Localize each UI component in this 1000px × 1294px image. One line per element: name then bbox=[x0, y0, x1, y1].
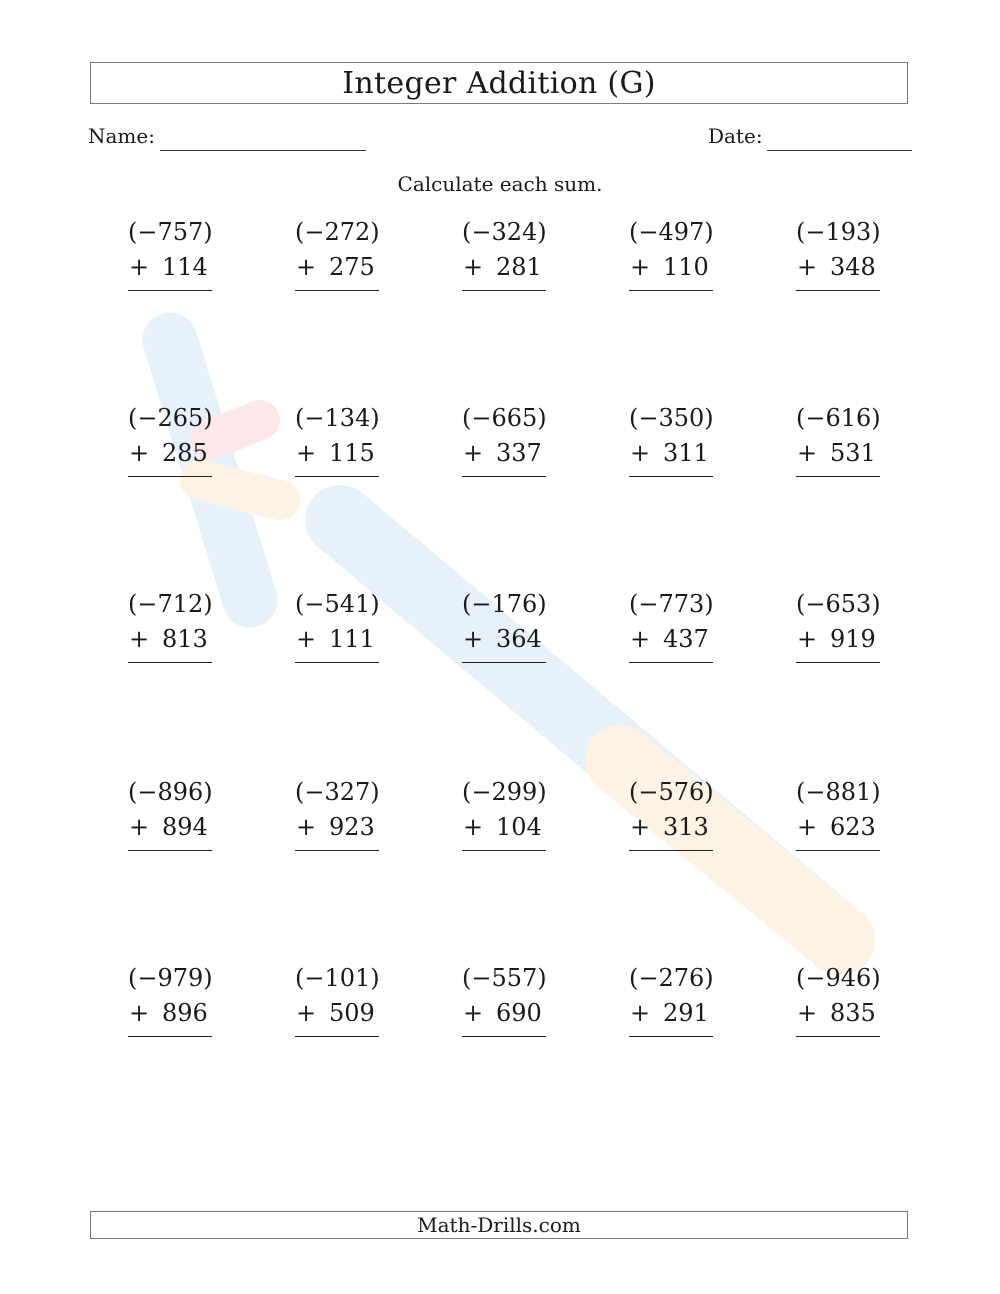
addend-positive: 281 bbox=[496, 253, 542, 281]
plus-sign: + bbox=[463, 813, 484, 841]
answer-line[interactable] bbox=[295, 662, 379, 663]
problem-item bbox=[629, 778, 713, 854]
addend-positive: 896 bbox=[162, 999, 208, 1027]
answer-line[interactable] bbox=[295, 1036, 379, 1037]
plus-sign: + bbox=[797, 625, 818, 653]
addend-negative: (−881) bbox=[796, 778, 881, 806]
addend-positive: 835 bbox=[830, 999, 876, 1027]
plus-sign: + bbox=[296, 999, 317, 1027]
problem-item bbox=[629, 964, 713, 1040]
plus-sign: + bbox=[296, 439, 317, 467]
plus-sign: + bbox=[129, 999, 150, 1027]
name-field[interactable] bbox=[160, 150, 366, 151]
answer-line[interactable] bbox=[295, 290, 379, 291]
addend-positive: 111 bbox=[329, 625, 375, 653]
problem-item bbox=[128, 404, 212, 480]
addend-positive: 364 bbox=[496, 625, 542, 653]
addend-negative: (−557) bbox=[462, 964, 547, 992]
addend-positive: 313 bbox=[663, 813, 709, 841]
answer-line[interactable] bbox=[796, 850, 880, 851]
plus-sign: + bbox=[296, 625, 317, 653]
addend-negative: (−193) bbox=[796, 218, 881, 246]
addend-negative: (−541) bbox=[295, 590, 380, 618]
problem-item bbox=[796, 590, 880, 666]
addend-positive: 531 bbox=[830, 439, 876, 467]
addend-positive: 114 bbox=[162, 253, 208, 281]
answer-line[interactable] bbox=[128, 662, 212, 663]
addend-positive: 104 bbox=[496, 813, 542, 841]
problem-item bbox=[796, 778, 880, 854]
addend-positive: 894 bbox=[162, 813, 208, 841]
addend-negative: (−134) bbox=[295, 404, 380, 432]
worksheet-title: Integer Addition (G) bbox=[90, 62, 908, 104]
plus-sign: + bbox=[797, 999, 818, 1027]
problem-item bbox=[796, 964, 880, 1040]
addend-negative: (−616) bbox=[796, 404, 881, 432]
problem-item bbox=[128, 218, 212, 294]
addend-negative: (−653) bbox=[796, 590, 881, 618]
addend-positive: 337 bbox=[496, 439, 542, 467]
date-field[interactable] bbox=[767, 150, 912, 151]
instruction-text: Calculate each sum. bbox=[397, 172, 603, 196]
problem-item bbox=[462, 218, 546, 294]
answer-line[interactable] bbox=[629, 850, 713, 851]
plus-sign: + bbox=[463, 253, 484, 281]
problem-item bbox=[295, 404, 379, 480]
addend-positive: 285 bbox=[162, 439, 208, 467]
answer-line[interactable] bbox=[295, 476, 379, 477]
problem-item bbox=[295, 218, 379, 294]
answer-line[interactable] bbox=[128, 850, 212, 851]
addend-positive: 348 bbox=[830, 253, 876, 281]
plus-sign: + bbox=[129, 625, 150, 653]
answer-line[interactable] bbox=[462, 850, 546, 851]
addend-positive: 110 bbox=[663, 253, 709, 281]
problem-item bbox=[462, 778, 546, 854]
addend-negative: (−773) bbox=[629, 590, 714, 618]
problem-item bbox=[128, 590, 212, 666]
problem-item bbox=[462, 590, 546, 666]
problem-item bbox=[295, 964, 379, 1040]
answer-line[interactable] bbox=[128, 290, 212, 291]
problem-item bbox=[629, 590, 713, 666]
addend-positive: 275 bbox=[329, 253, 375, 281]
plus-sign: + bbox=[129, 253, 150, 281]
addend-negative: (−757) bbox=[128, 218, 213, 246]
addend-positive: 919 bbox=[830, 625, 876, 653]
addend-positive: 923 bbox=[329, 813, 375, 841]
plus-sign: + bbox=[797, 813, 818, 841]
answer-line[interactable] bbox=[462, 1036, 546, 1037]
footer-site: Math-Drills.com bbox=[90, 1211, 908, 1239]
addend-negative: (−101) bbox=[295, 964, 380, 992]
addend-negative: (−979) bbox=[128, 964, 213, 992]
plus-sign: + bbox=[296, 813, 317, 841]
problem-item bbox=[629, 404, 713, 480]
plus-sign: + bbox=[129, 813, 150, 841]
addend-positive: 291 bbox=[663, 999, 709, 1027]
answer-line[interactable] bbox=[629, 662, 713, 663]
addend-negative: (−350) bbox=[629, 404, 714, 432]
answer-line[interactable] bbox=[128, 1036, 212, 1037]
answer-line[interactable] bbox=[796, 290, 880, 291]
plus-sign: + bbox=[129, 439, 150, 467]
addend-negative: (−576) bbox=[629, 778, 714, 806]
addend-positive: 623 bbox=[830, 813, 876, 841]
plus-sign: + bbox=[463, 439, 484, 467]
answer-line[interactable] bbox=[629, 476, 713, 477]
answer-line[interactable] bbox=[629, 1036, 713, 1037]
addend-negative: (−265) bbox=[128, 404, 213, 432]
answer-line[interactable] bbox=[462, 290, 546, 291]
problem-item bbox=[796, 404, 880, 480]
addend-negative: (−665) bbox=[462, 404, 547, 432]
answer-line[interactable] bbox=[796, 476, 880, 477]
addend-positive: 311 bbox=[663, 439, 709, 467]
addend-negative: (−324) bbox=[462, 218, 547, 246]
problem-item bbox=[462, 964, 546, 1040]
problem-item bbox=[796, 218, 880, 294]
addend-negative: (−896) bbox=[128, 778, 213, 806]
problem-item bbox=[128, 778, 212, 854]
plus-sign: + bbox=[630, 813, 651, 841]
addend-negative: (−276) bbox=[629, 964, 714, 992]
plus-sign: + bbox=[797, 253, 818, 281]
answer-line[interactable] bbox=[796, 1036, 880, 1037]
addend-negative: (−176) bbox=[462, 590, 547, 618]
answer-line[interactable] bbox=[295, 850, 379, 851]
problem-item bbox=[462, 404, 546, 480]
addend-negative: (−327) bbox=[295, 778, 380, 806]
addend-positive: 115 bbox=[329, 439, 375, 467]
addend-positive: 437 bbox=[663, 625, 709, 653]
plus-sign: + bbox=[463, 625, 484, 653]
plus-sign: + bbox=[630, 625, 651, 653]
answer-line[interactable] bbox=[462, 476, 546, 477]
problem-item bbox=[295, 778, 379, 854]
plus-sign: + bbox=[463, 999, 484, 1027]
answer-line[interactable] bbox=[796, 662, 880, 663]
addend-positive: 509 bbox=[329, 999, 375, 1027]
addend-negative: (−299) bbox=[462, 778, 547, 806]
problem-item bbox=[629, 218, 713, 294]
answer-line[interactable] bbox=[462, 662, 546, 663]
plus-sign: + bbox=[630, 253, 651, 281]
name-label: Name: bbox=[88, 124, 155, 148]
addend-positive: 690 bbox=[496, 999, 542, 1027]
addend-negative: (−712) bbox=[128, 590, 213, 618]
plus-sign: + bbox=[630, 439, 651, 467]
answer-line[interactable] bbox=[629, 290, 713, 291]
answer-line[interactable] bbox=[128, 476, 212, 477]
problem-item bbox=[295, 590, 379, 666]
plus-sign: + bbox=[797, 439, 818, 467]
plus-sign: + bbox=[630, 999, 651, 1027]
problem-item bbox=[128, 964, 212, 1040]
date-label: Date: bbox=[708, 124, 763, 148]
addend-negative: (−272) bbox=[295, 218, 380, 246]
addend-negative: (−946) bbox=[796, 964, 881, 992]
plus-sign: + bbox=[296, 253, 317, 281]
addend-positive: 813 bbox=[162, 625, 208, 653]
addend-negative: (−497) bbox=[629, 218, 714, 246]
